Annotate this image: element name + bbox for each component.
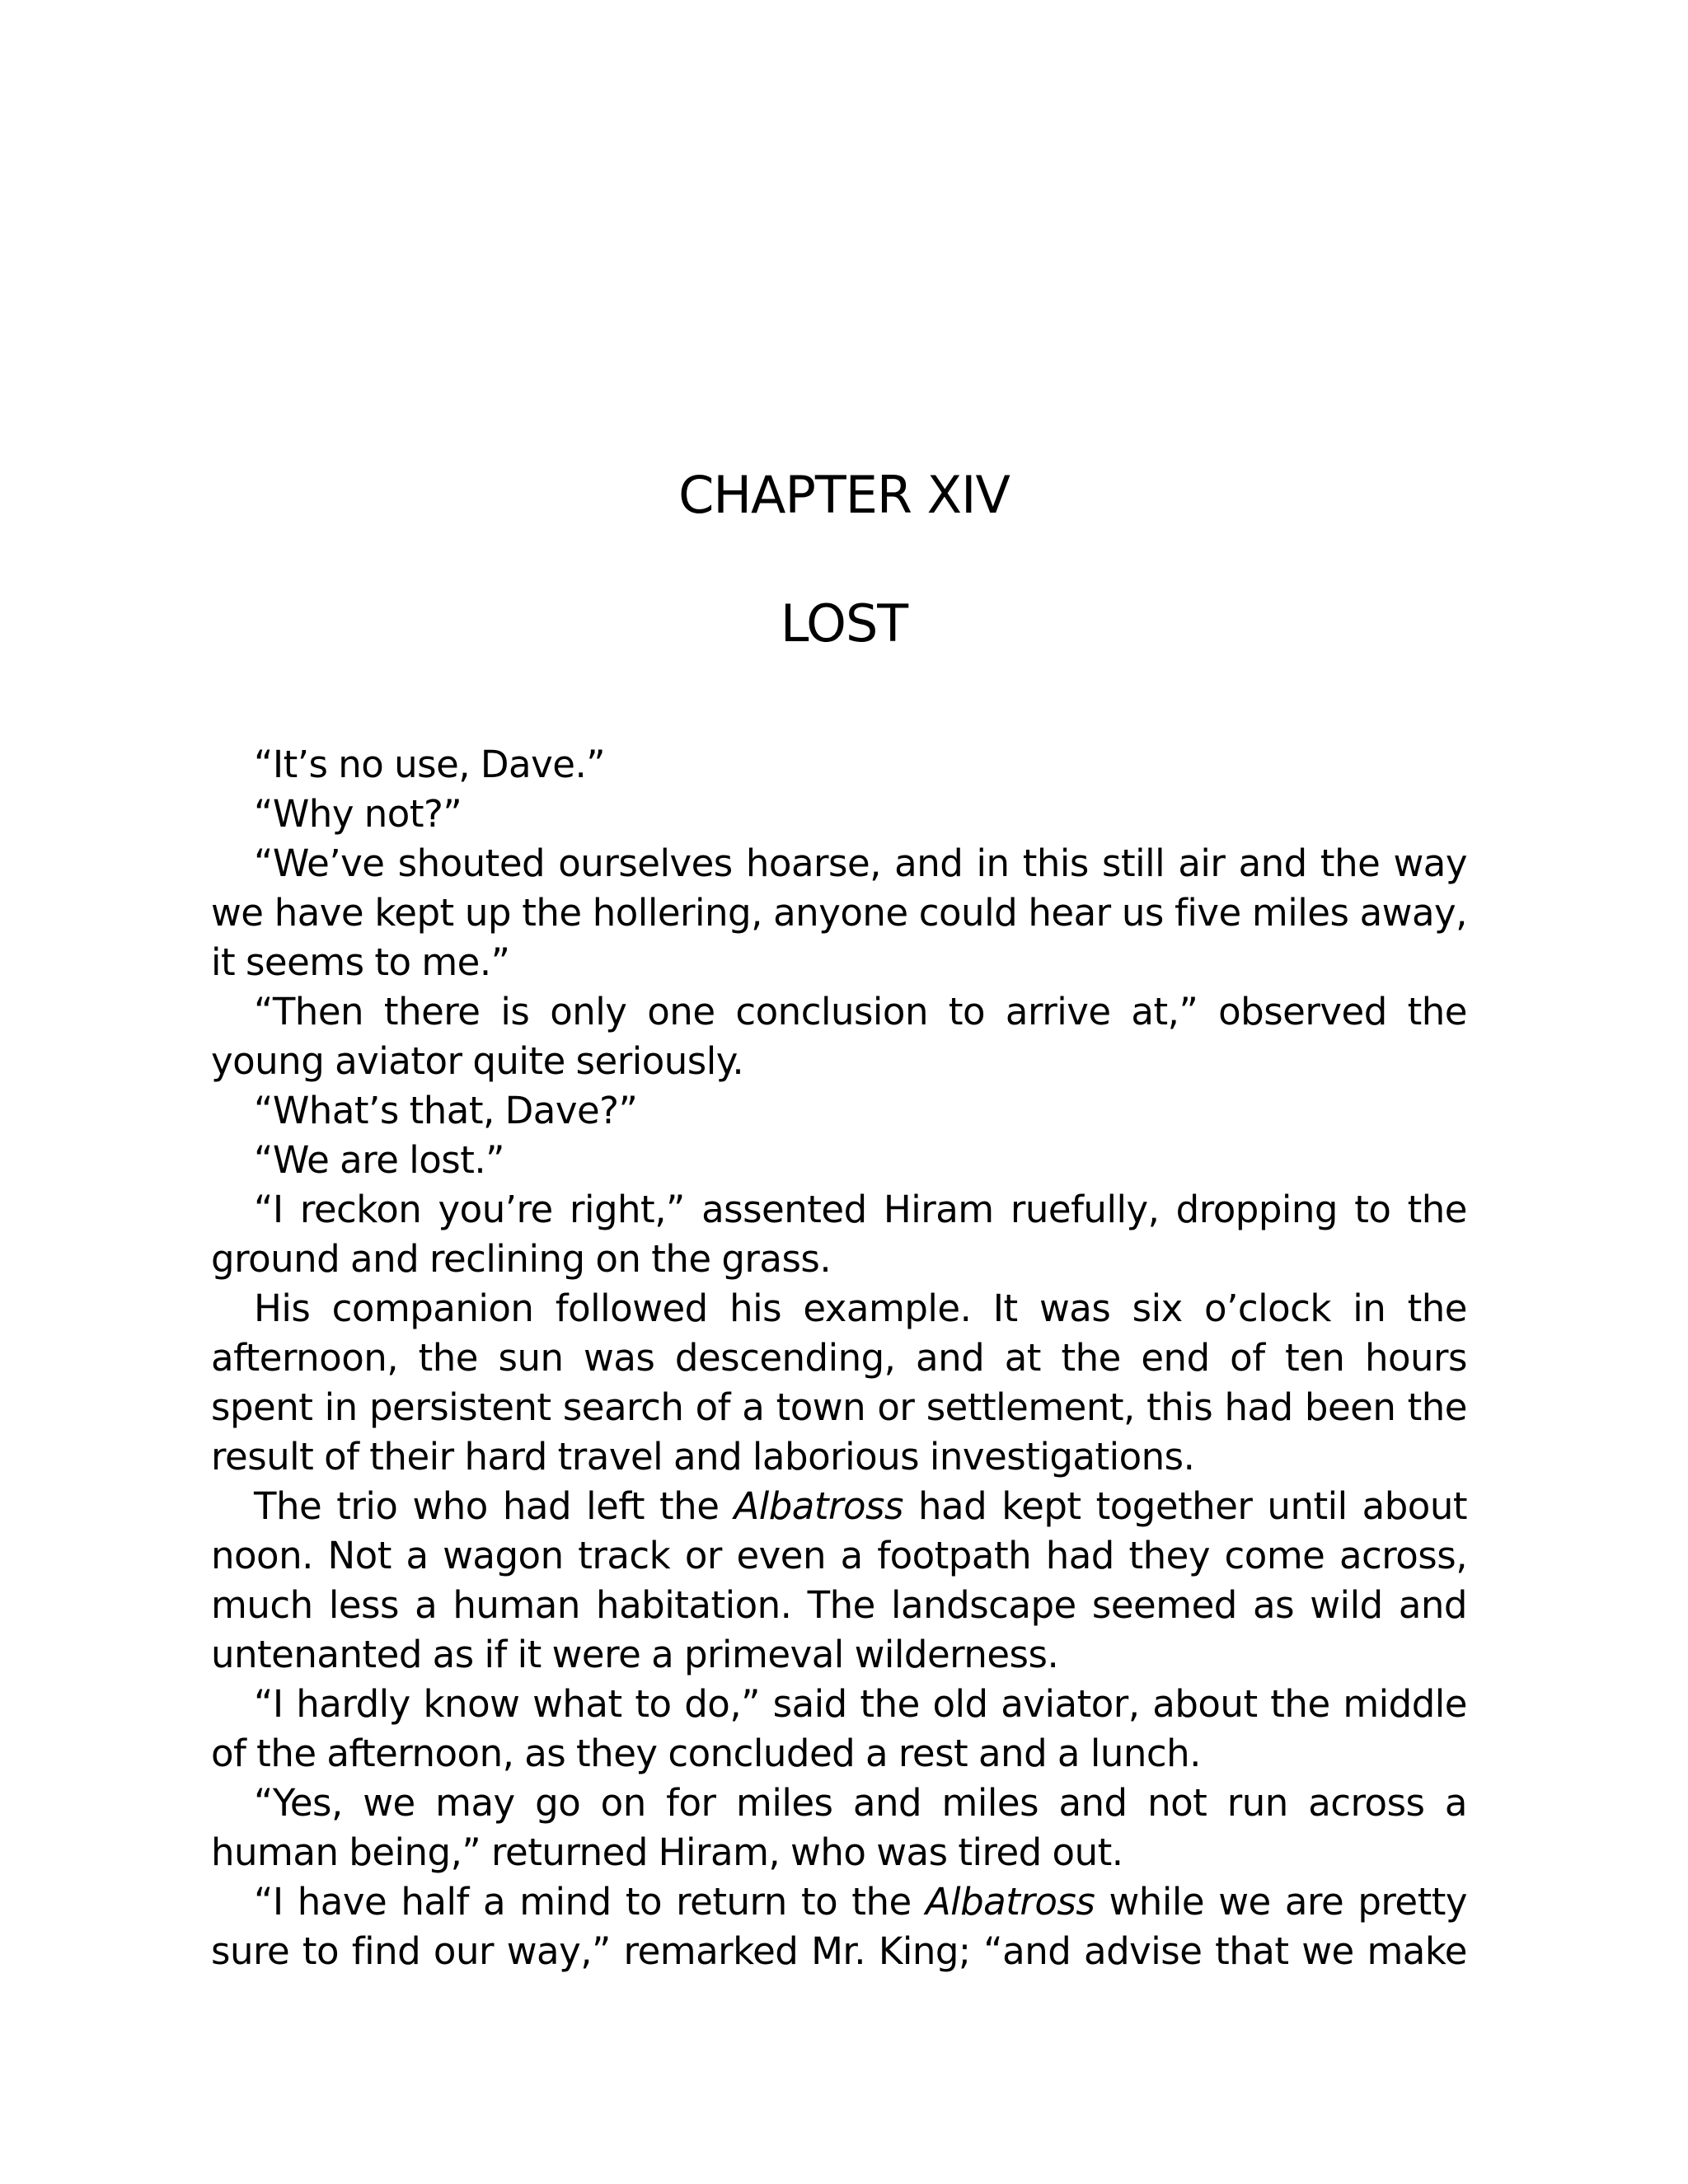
text-line: it seems to me.” [211, 940, 510, 984]
text-segment: while we are pretty [1095, 1880, 1467, 1924]
chapter-title: LOST [780, 593, 908, 654]
text-line: spent in persistent search of a town or settlement, this had been the [211, 1385, 1467, 1429]
text-segment: had kept together until about [903, 1484, 1468, 1528]
text-line: sure to find our way,” remarked Mr. King; “and advise that we make [211, 1929, 1467, 1973]
text-segment: The trio who had left the [254, 1484, 734, 1528]
text-line: “Yes, we may go on for miles and miles and not run across a [254, 1781, 1467, 1825]
paragraph [211, 839, 1467, 987]
text-line: result of their hard travel and laborious investigations. [211, 1435, 1195, 1479]
text-line: noon. Not a wagon track or even a footpath had they come across, [211, 1534, 1467, 1577]
paragraph [211, 1482, 1467, 1680]
text-line: “We are lost.” [254, 1138, 504, 1182]
italic-title: Albatross [925, 1880, 1095, 1924]
text-line [211, 1877, 1467, 1927]
text-line [211, 1482, 1467, 1531]
paragraph [211, 1680, 1467, 1779]
text-line: much less a human habitation. The landscape seemed as wild and [211, 1583, 1467, 1627]
text-segment: “I have half a mind to return to the [254, 1880, 926, 1924]
text-line: young aviator quite seriously. [211, 1039, 744, 1083]
paragraph [211, 1136, 1467, 1185]
text-line: “What’s that, Dave?” [254, 1089, 638, 1132]
text-line: “It’s no use, Dave.” [254, 743, 606, 786]
text-line: “We’ve shouted ourselves hoarse, and in this still air and the way [254, 841, 1467, 885]
italic-title: Albatross [734, 1484, 903, 1528]
text-line: ground and reclining on the grass. [211, 1237, 832, 1281]
text-line: His companion followed his example. It was six o’clock in the [254, 1286, 1467, 1330]
paragraph [211, 1185, 1467, 1284]
text-line: “I hardly know what to do,” said the old aviator, about the middle [254, 1682, 1467, 1726]
paragraph [211, 1086, 1467, 1136]
paragraph [211, 740, 1467, 790]
text-line: afternoon, the sun was descending, and at the end of ten hours [211, 1336, 1467, 1380]
text-line: we have kept up the hollering, anyone could hear us five miles away, [211, 891, 1467, 935]
text-line: untenanted as if it were a primeval wilderness. [211, 1633, 1059, 1676]
paragraph [211, 1284, 1467, 1482]
text-line: “Then there is only one conclusion to arrive at,” observed the [254, 990, 1467, 1033]
text-line: “I reckon you’re right,” assented Hiram ruefully, dropping to the [254, 1188, 1467, 1231]
text-line: of the afternoon, as they concluded a rest and a lunch. [211, 1732, 1201, 1775]
paragraph [211, 790, 1467, 839]
text-line: “Why not?” [254, 792, 462, 836]
paragraph [211, 1877, 1467, 1976]
paragraph [211, 987, 1467, 1086]
text-line: human being,” returned Hiram, who was tired out. [211, 1830, 1123, 1874]
paragraph [211, 1779, 1467, 1877]
chapter-body [211, 740, 1467, 1976]
chapter-number: CHAPTER XIV [678, 465, 1010, 525]
